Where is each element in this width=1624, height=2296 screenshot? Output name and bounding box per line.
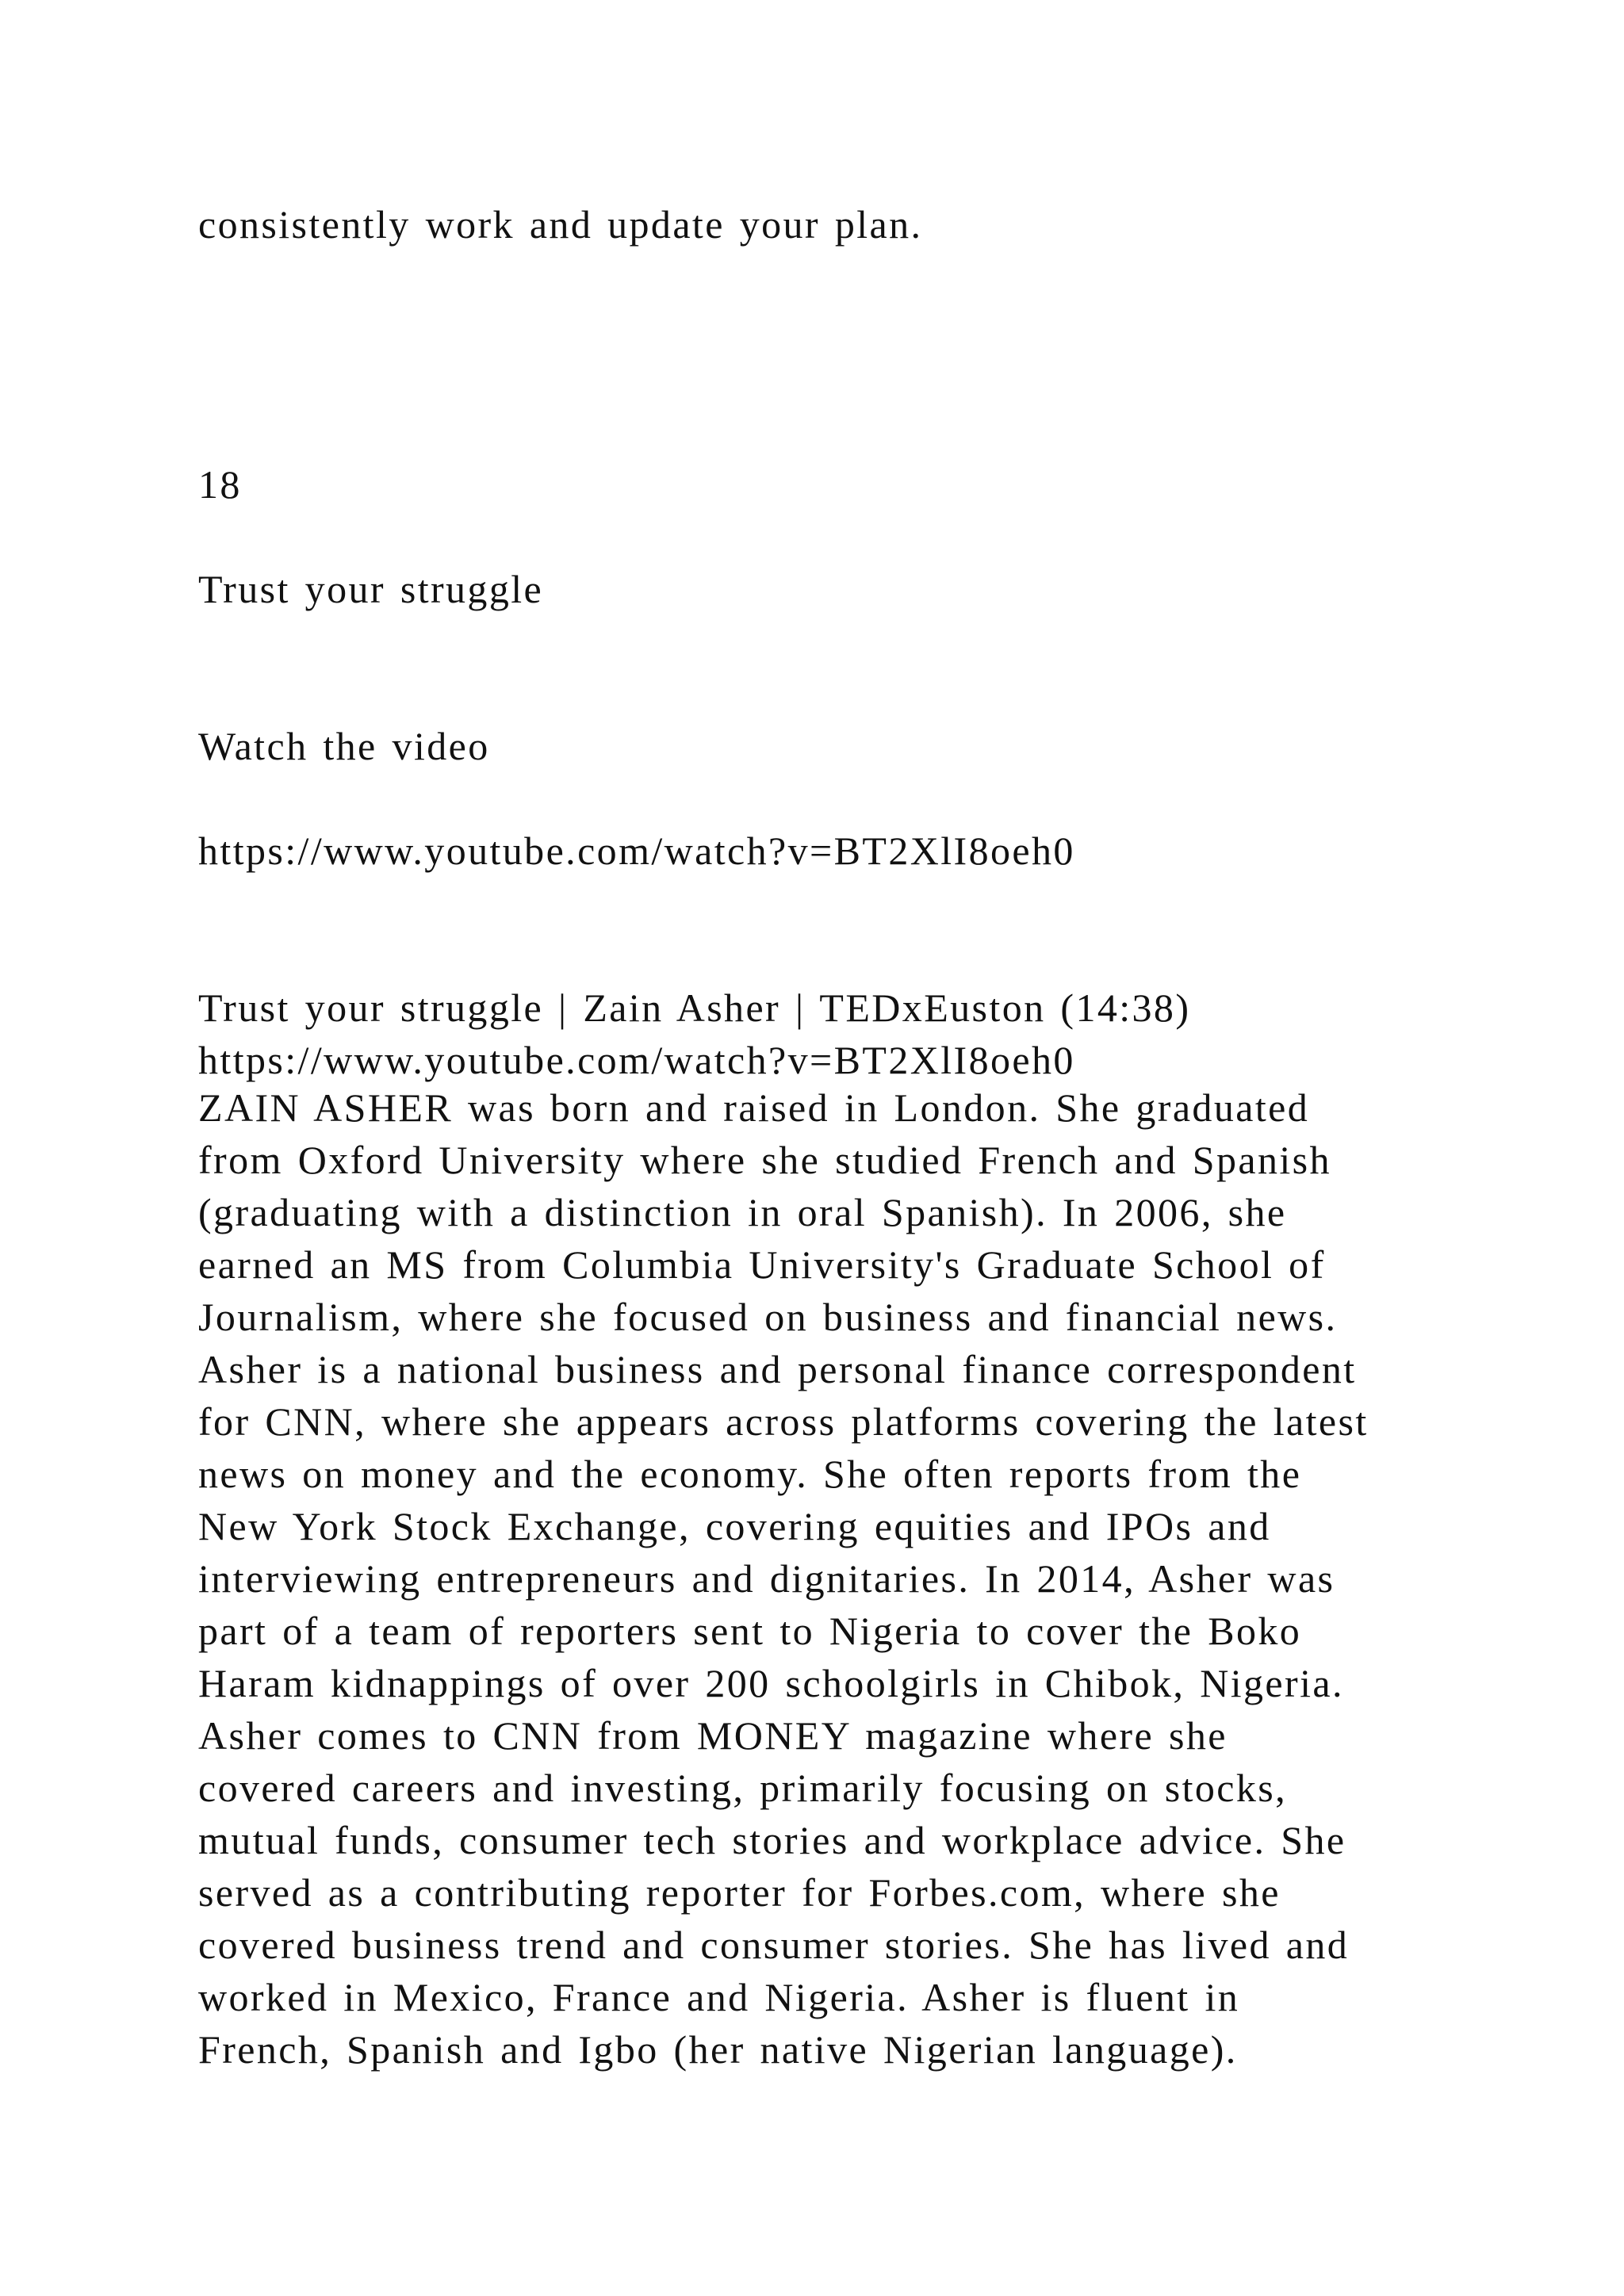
bio-line: New York Stock Exchange, covering equities and IPOs and <box>198 1504 1271 1548</box>
continuation-line: consistently work and update your plan. <box>198 202 923 247</box>
bio-line: Asher comes to CNN from MONEY magazine where she <box>198 1713 1228 1758</box>
bio-line: earned an MS from Columbia University's Graduate School of <box>198 1242 1326 1287</box>
talk-link[interactable]: https://www.youtube.com/watch?v=BT2XlI8oeh0 <box>198 1038 1075 1082</box>
bio-line: for CNN, where she appears across platforms covering the latest <box>198 1399 1369 1444</box>
video-link[interactable]: https://www.youtube.com/watch?v=BT2XlI8oeh0 <box>198 828 1075 873</box>
bio-line: part of a team of reporters sent to Nigeria to cover the Boko <box>198 1609 1302 1653</box>
bio-line: ZAIN ASHER was born and raised in London. She graduated <box>198 1085 1310 1130</box>
bio-line: from Oxford University where she studied French and Spanish <box>198 1138 1331 1182</box>
speaker-bio <box>198 1081 1369 2076</box>
bio-line: Journalism, where she focused on business and financial news. <box>198 1295 1338 1339</box>
bio-line: mutual funds, consumer tech stories and workplace advice. She <box>198 1818 1346 1862</box>
watch-instruction: Watch the video <box>198 724 490 768</box>
bio-line: covered business trend and consumer stories. She has lived and <box>198 1923 1350 1967</box>
section-title: Trust your struggle <box>198 567 544 611</box>
bio-line: worked in Mexico, France and Nigeria. Asher is fluent in <box>198 1975 1240 2019</box>
bio-line: served as a contributing reporter for Forbes.com, where she <box>198 1870 1281 1915</box>
bio-line: (graduating with a distinction in oral Spanish). In 2006, she <box>198 1190 1287 1234</box>
bio-line: Haram kidnappings of over 200 schoolgirls in Chibok, Nigeria. <box>198 1661 1344 1705</box>
bio-line: covered careers and investing, primarily focusing on stocks, <box>198 1766 1288 1810</box>
bio-line: French, Spanish and Igbo (her native Nigerian language). <box>198 2027 1238 2072</box>
bio-line: Asher is a national business and personal finance correspondent <box>198 1347 1357 1391</box>
bio-line: interviewing entrepreneurs and dignitaries. In 2014, Asher was <box>198 1556 1335 1601</box>
bio-line: news on money and the economy. She often reports from the <box>198 1452 1302 1496</box>
slide-number: 18 <box>198 462 242 507</box>
talk-heading: Trust your struggle | Zain Asher | TEDxEuston (14:38) <box>198 985 1191 1030</box>
